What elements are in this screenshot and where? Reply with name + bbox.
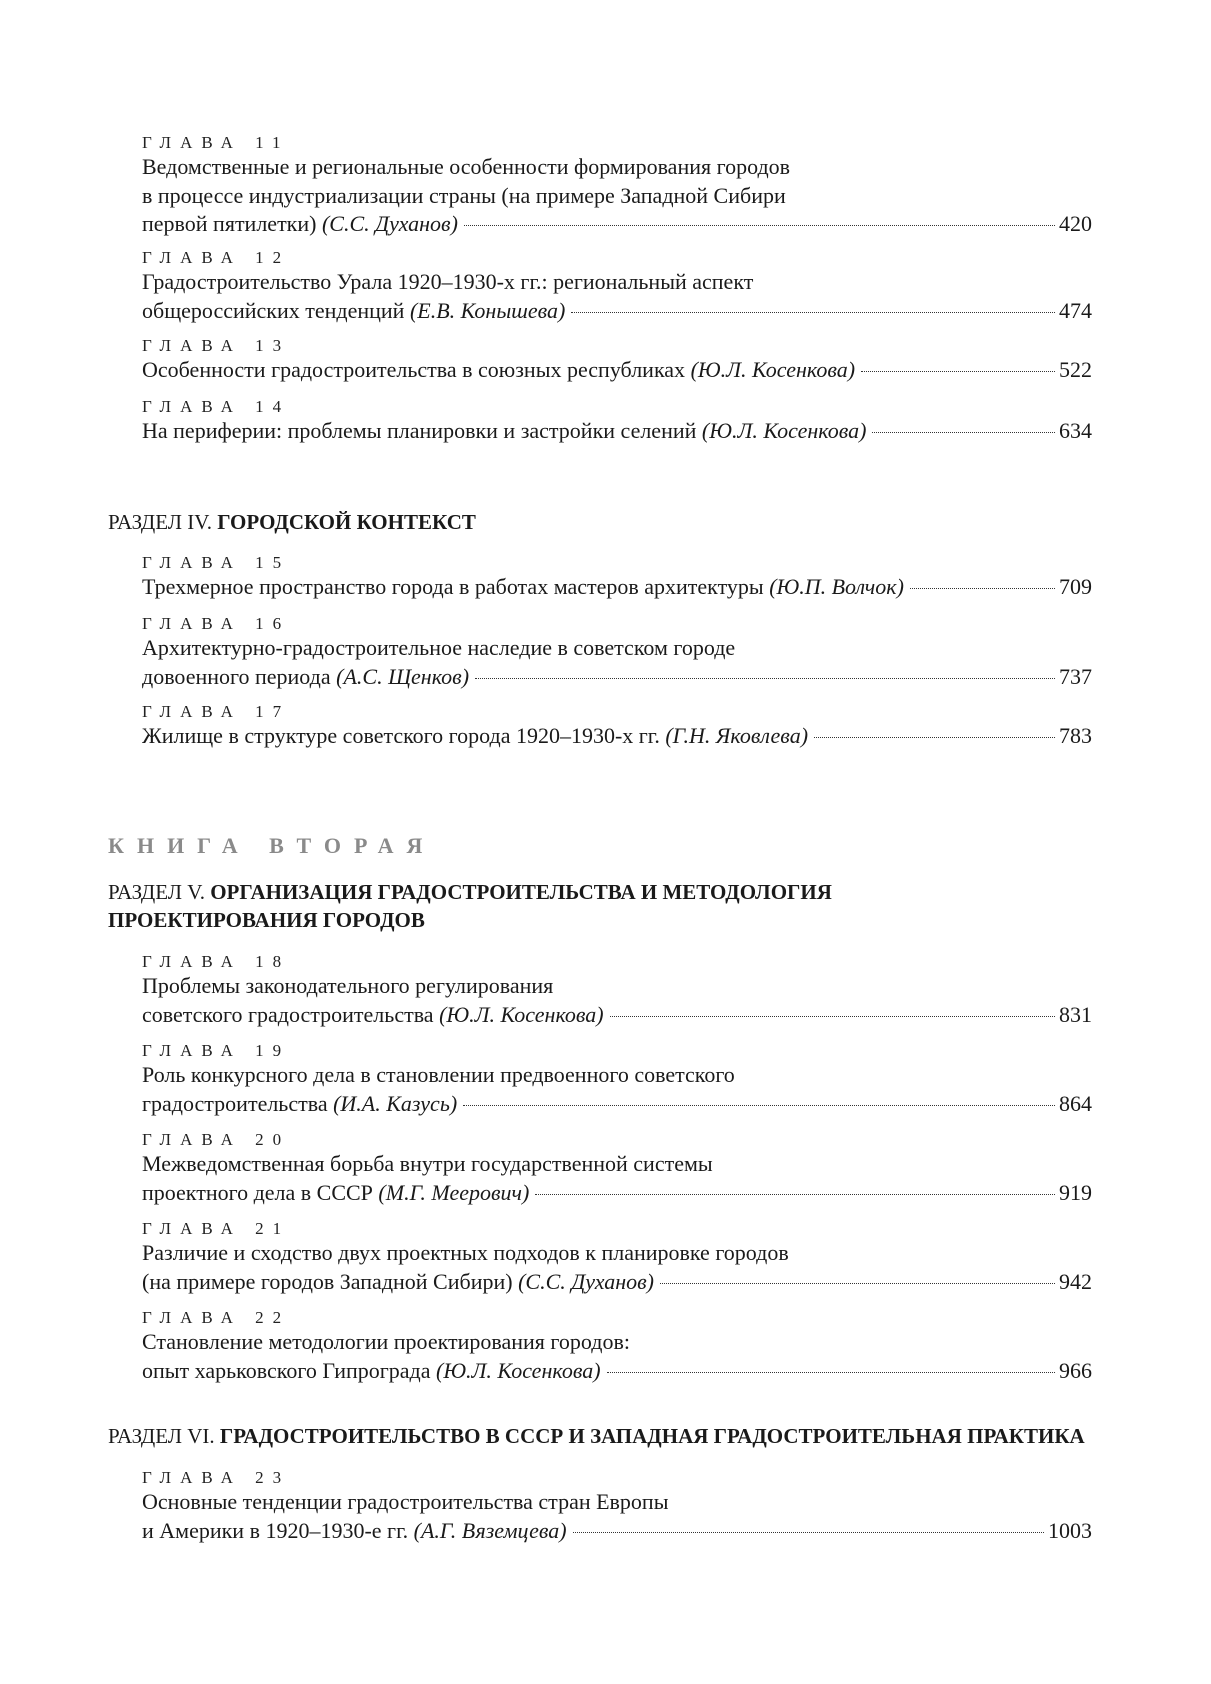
dot-leader xyxy=(814,737,1055,738)
chapter-author: (С.С. Духанов) xyxy=(518,1268,654,1294)
chapter-title-line: Основные тенденции градостроительства стран Европы xyxy=(142,1489,669,1514)
dot-leader xyxy=(464,225,1055,226)
page-number: 474 xyxy=(1059,297,1092,323)
chapter-title-last-line xyxy=(142,1001,1092,1030)
toc-entry-chapter-12[interactable] xyxy=(142,248,1092,325)
section-prefix: РАЗДЕЛ IV. xyxy=(108,510,218,534)
chapter-title-line: Проблемы законодательного регулирования xyxy=(142,973,554,998)
toc-entry-chapter-15[interactable] xyxy=(142,553,1092,602)
page-number: 831 xyxy=(1059,1001,1092,1027)
chapter-title-text: общероссийских тенденций xyxy=(142,297,410,323)
page-number: 737 xyxy=(1059,663,1092,689)
dot-leader xyxy=(910,588,1055,589)
chapter-title-text: довоенного периода xyxy=(142,663,337,689)
chapter-title-text: опыт харьковского Гипрограда xyxy=(142,1357,436,1383)
section-title: ГРАДОСТРОИТЕЛЬСТВО В СССР И ЗАПАДНАЯ ГРАДОСТРОИТЕЛЬНАЯ ПРАКТИКА xyxy=(219,1424,1085,1448)
chapter-title-last-line xyxy=(142,297,1092,326)
chapter-title-line: Роль конкурсного дела в становлении предвоенного советского xyxy=(142,1062,735,1087)
chapter-title-last-line xyxy=(142,1268,1092,1297)
chapter-label: ГЛАВА 21 xyxy=(142,1219,291,1238)
section-title: ПРОЕКТИРОВАНИЯ ГОРОДОВ xyxy=(108,908,425,932)
toc-entry-chapter-22[interactable] xyxy=(142,1308,1092,1385)
chapter-author: (Ю.Л. Косенкова) xyxy=(690,357,856,382)
chapter-title-line: Градостроительство Урала 1920–1930-х гг.: региональный аспект xyxy=(142,269,754,294)
dot-leader xyxy=(475,678,1055,679)
section-prefix: РАЗДЕЛ VI. xyxy=(108,1424,220,1448)
chapter-title-text: советского градостроительства xyxy=(142,1001,440,1027)
section-heading-v xyxy=(108,878,1108,934)
section-prefix: РАЗДЕЛ V. xyxy=(108,880,211,904)
toc-entry-chapter-21[interactable] xyxy=(142,1219,1092,1296)
chapter-title-last-line xyxy=(142,663,1092,692)
chapter-title-text: проектного дела в СССР xyxy=(142,1179,379,1205)
toc-entry-chapter-19[interactable] xyxy=(142,1041,1092,1118)
book-two-heading: КНИГА ВТОРАЯ xyxy=(108,833,436,858)
dot-leader xyxy=(872,432,1055,433)
chapter-title-last-line xyxy=(142,573,1092,602)
chapter-author: (Г.Н. Яковлева) xyxy=(665,723,809,748)
chapter-title-last-line xyxy=(142,1179,1092,1208)
chapter-title-text: и Америки в 1920–1930-е гг. xyxy=(142,1517,414,1543)
chapter-label: ГЛАВА 22 xyxy=(142,1308,291,1327)
toc-entry-chapter-14[interactable] xyxy=(142,397,1092,446)
chapter-label: ГЛАВА 19 xyxy=(142,1041,291,1060)
page-number: 864 xyxy=(1059,1090,1092,1116)
toc-entry-chapter-23[interactable] xyxy=(142,1468,1092,1545)
page-number: 522 xyxy=(1059,357,1092,382)
chapter-title-last-line xyxy=(142,1357,1092,1386)
chapter-title-last-line xyxy=(142,210,1092,239)
section-heading-iv xyxy=(108,508,1108,536)
chapter-title-text: Жилище в структуре советского города 1920–1930-х гг. xyxy=(142,723,666,748)
page-number: 966 xyxy=(1059,1357,1092,1383)
chapter-label: ГЛАВА 23 xyxy=(142,1468,291,1487)
toc-entry-chapter-16[interactable] xyxy=(142,614,1092,691)
chapter-author: (М.Г. Меерович) xyxy=(378,1179,530,1205)
section-heading-vi xyxy=(108,1422,1108,1450)
chapter-title-last-line xyxy=(142,1090,1092,1119)
chapter-label: ГЛАВА 11 xyxy=(142,133,290,152)
page-number: 942 xyxy=(1059,1268,1092,1294)
dot-leader xyxy=(463,1105,1055,1106)
page-number: 1003 xyxy=(1048,1517,1092,1543)
chapter-title-last-line xyxy=(142,417,1092,446)
toc-entry-chapter-11[interactable] xyxy=(142,133,1092,239)
chapter-label: ГЛАВА 16 xyxy=(142,614,291,633)
chapter-title-text: Трехмерное пространство города в работах мастеров архитектуры xyxy=(142,574,770,599)
chapter-author: (Ю.П. Волчок) xyxy=(769,574,904,599)
page-number: 634 xyxy=(1059,418,1092,443)
chapter-title-last-line xyxy=(142,1517,1092,1546)
chapter-label: ГЛАВА 13 xyxy=(142,336,291,355)
dot-leader xyxy=(607,1372,1055,1373)
chapter-author: (И.А. Казусь) xyxy=(333,1090,458,1116)
chapter-label: ГЛАВА 12 xyxy=(142,248,291,267)
dot-leader xyxy=(573,1532,1044,1533)
chapter-author: (А.Г. Вяземцева) xyxy=(413,1517,567,1543)
chapter-title-line: Становление методологии проектирования городов: xyxy=(142,1329,630,1354)
page-number: 783 xyxy=(1059,723,1092,748)
chapter-title-line: в процессе индустриализации страны (на примере Западной Сибири xyxy=(142,182,786,208)
toc-entry-chapter-17[interactable] xyxy=(142,702,1092,751)
chapter-title-text: Особенности градостроительства в союзных республиках xyxy=(142,357,691,382)
chapter-title-text: первой пятилетки) xyxy=(142,211,322,236)
chapter-label: ГЛАВА 14 xyxy=(142,397,291,416)
chapter-title-line: Различие и сходство двух проектных подходов к планировке городов xyxy=(142,1240,789,1265)
chapter-author: (С.С. Духанов) xyxy=(321,211,458,236)
chapter-title-line: Ведомственные и региональные особенности формирования городов xyxy=(142,154,791,179)
toc-entry-chapter-18[interactable] xyxy=(142,952,1092,1029)
chapter-author: (Ю.Л. Косенкова) xyxy=(439,1001,604,1027)
chapter-title-last-line xyxy=(142,722,1092,751)
chapter-title-text: (на примере городов Западной Сибири) xyxy=(142,1268,519,1294)
chapter-label: ГЛАВА 18 xyxy=(142,952,291,971)
section-title: ГОРОДСКОЙ КОНТЕКСТ xyxy=(217,510,476,534)
chapter-label: ГЛАВА 17 xyxy=(142,702,291,721)
chapter-title-line: Архитектурно-градостроительное наследие в советском городе xyxy=(142,635,736,660)
dot-leader xyxy=(571,312,1055,313)
chapter-title-last-line xyxy=(142,356,1092,385)
page-number: 709 xyxy=(1059,574,1092,599)
chapter-author: (А.С. Щенков) xyxy=(336,663,470,689)
page-number: 919 xyxy=(1059,1179,1092,1205)
chapter-title-text: градостроительства xyxy=(142,1090,334,1116)
chapter-author: (Ю.Л. Косенкова) xyxy=(436,1357,601,1383)
section-title: ОРГАНИЗАЦИЯ ГРАДОСТРОИТЕЛЬСТВА И МЕТОДОЛОГИЯ xyxy=(210,880,832,904)
dot-leader xyxy=(610,1016,1055,1017)
chapter-label: ГЛАВА 15 xyxy=(142,553,291,572)
dot-leader xyxy=(861,371,1055,372)
chapter-label: ГЛАВА 20 xyxy=(142,1130,291,1149)
chapter-author: (Е.В. Конышева) xyxy=(409,297,566,323)
chapter-author: (Ю.Л. Косенкова) xyxy=(701,418,867,443)
dot-leader xyxy=(660,1283,1055,1284)
toc-entry-chapter-20[interactable] xyxy=(142,1130,1092,1207)
page-number: 420 xyxy=(1059,211,1092,236)
toc-entry-chapter-13[interactable] xyxy=(142,336,1092,385)
chapter-title-text: На периферии: проблемы планировки и застройки селений xyxy=(142,418,702,443)
chapter-title-line: Межведомственная борьба внутри государственной системы xyxy=(142,1151,713,1176)
dot-leader xyxy=(535,1194,1055,1195)
